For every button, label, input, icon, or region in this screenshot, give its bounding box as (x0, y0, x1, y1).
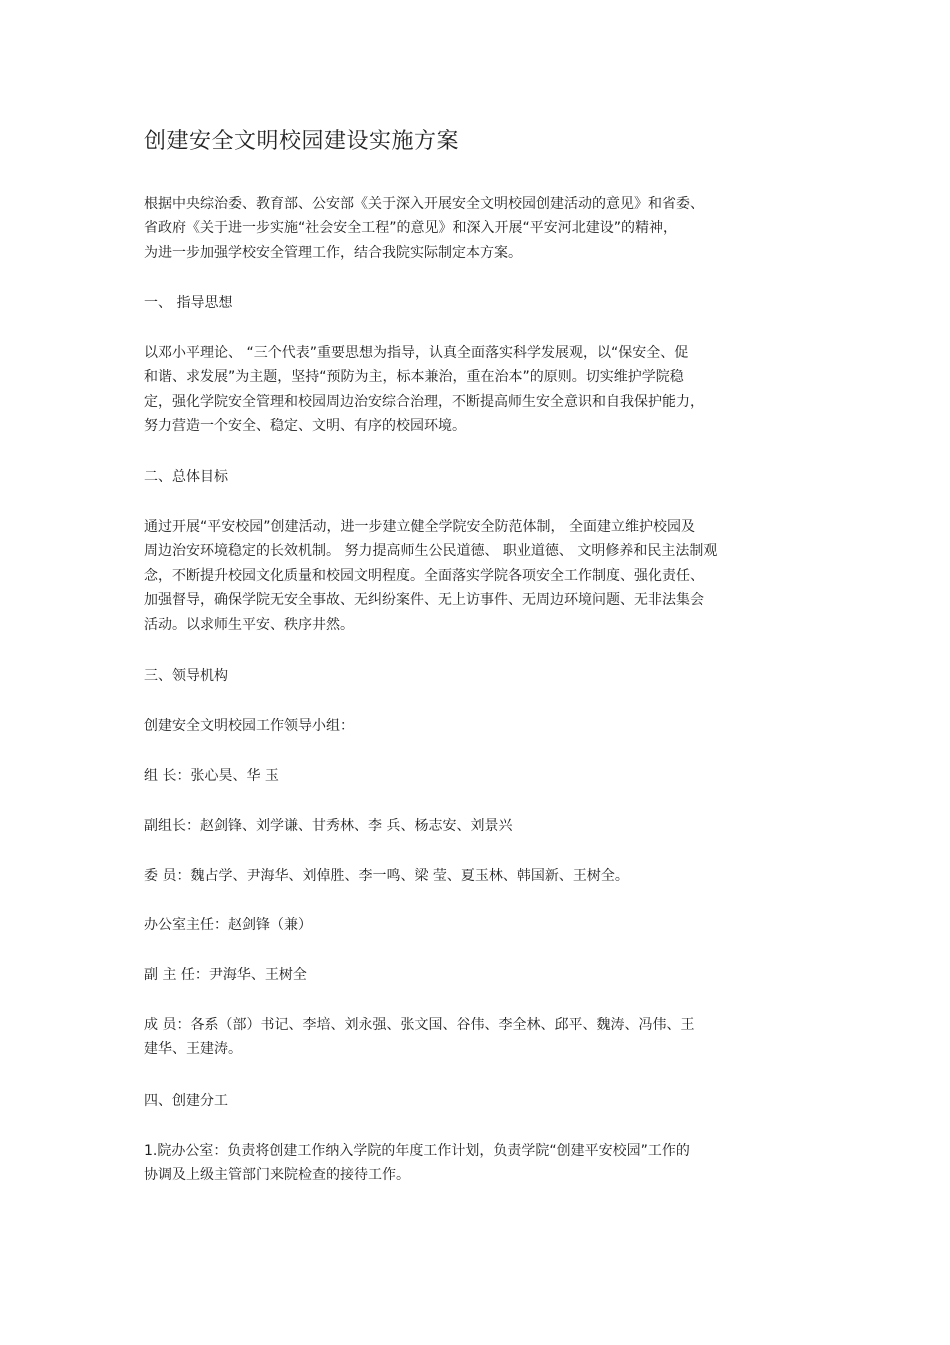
section-2-heading: 二、总体目标 (144, 469, 228, 485)
intro-paragraph (144, 192, 704, 265)
paragraph-line: 通过开展“平安校园”创建活动，进一步建立健全学院安全防范体制， 全面建立维护校园及 (144, 519, 695, 535)
office-staff (144, 1013, 694, 1062)
deputy-director: 副 主 任：尹海华、王树全 (144, 967, 307, 983)
section-4-heading: 四、创建分工 (144, 1093, 228, 1109)
section-2-paragraph (144, 515, 717, 637)
intro-line: 为进一步加强学校安全管理工作，结合我院实际制定本方案。 (144, 244, 522, 261)
paragraph-line: 活动。以求师生平安、秩序井然。 (144, 616, 354, 633)
section-3-heading: 三、领导机构 (144, 668, 228, 684)
paragraph-line: 成 员：各系（部）书记、李培、刘永强、张文国、谷伟、李全林、邱平、魏涛、冯伟、王 (144, 1017, 695, 1033)
paragraph-line: 周边治安环境稳定的长效机制。 努力提高师生公民道德、 职业道德、 文明修养和民主法制观 (144, 543, 718, 560)
paragraph-line: 1.院办公室：负责将创建工作纳入学院的年度工作计划，负责学院“创建平安校园”工作的 (144, 1143, 690, 1159)
leadership-group-label: 创建安全文明校园工作领导小组： (144, 718, 354, 734)
paragraph-line: 以邓小平理论、 “三个代表”重要思想为指导，认真全面落实科学发展观，以“保安全、促 (144, 345, 689, 361)
section-4-item-1 (144, 1139, 690, 1188)
group-vice-leaders: 副组长：赵剑锋、刘学谦、甘秀林、李 兵、杨志安、刘景兴 (144, 818, 513, 834)
paragraph-line: 努力营造一个安全、稳定、文明、有序的校园环境。 (144, 418, 466, 435)
section-1-heading: 一、 指导思想 (144, 295, 233, 311)
paragraph-line: 建华、王建涛。 (144, 1041, 242, 1058)
office-director: 办公室主任：赵剑锋（兼） (144, 917, 312, 933)
paragraph-line: 和谐、求发展”为主题，坚持“预防为主，标本兼治，重在治本”的原则。切实维护学院稳 (144, 369, 684, 386)
paragraph-line: 定，强化学院安全管理和校园周边治安综合治理，不断提高师生安全意识和自我保护能力， (144, 393, 704, 410)
document-title: 创建安全文明校园建设实施方案 (144, 129, 460, 154)
paragraph-line: 念，不断提升校园文化质量和校园文明程度。全面落实学院各项安全工作制度、强化责任、 (144, 567, 704, 584)
paragraph-line: 加强督导，确保学院无安全事故、无纠纷案件、无上访事件、无周边环境问题、无非法集会 (144, 592, 704, 609)
paragraph-line: 协调及上级主管部门来院检查的接待工作。 (144, 1167, 410, 1184)
intro-line: 省政府《关于进一步实施“社会安全工程”的意见》和深入开展“平安河北建设”的精神， (144, 220, 678, 237)
group-members: 委 员：魏占学、尹海华、刘倬胜、李一鸣、梁 莹、夏玉林、韩国新、王树全。 (144, 868, 629, 884)
group-leader: 组 长：张心昊、华 玉 (144, 768, 279, 784)
section-1-paragraph (144, 341, 704, 439)
intro-line: 根据中央综治委、教育部、公安部《关于深入开展安全文明校园创建活动的意见》和省委、 (144, 196, 704, 212)
